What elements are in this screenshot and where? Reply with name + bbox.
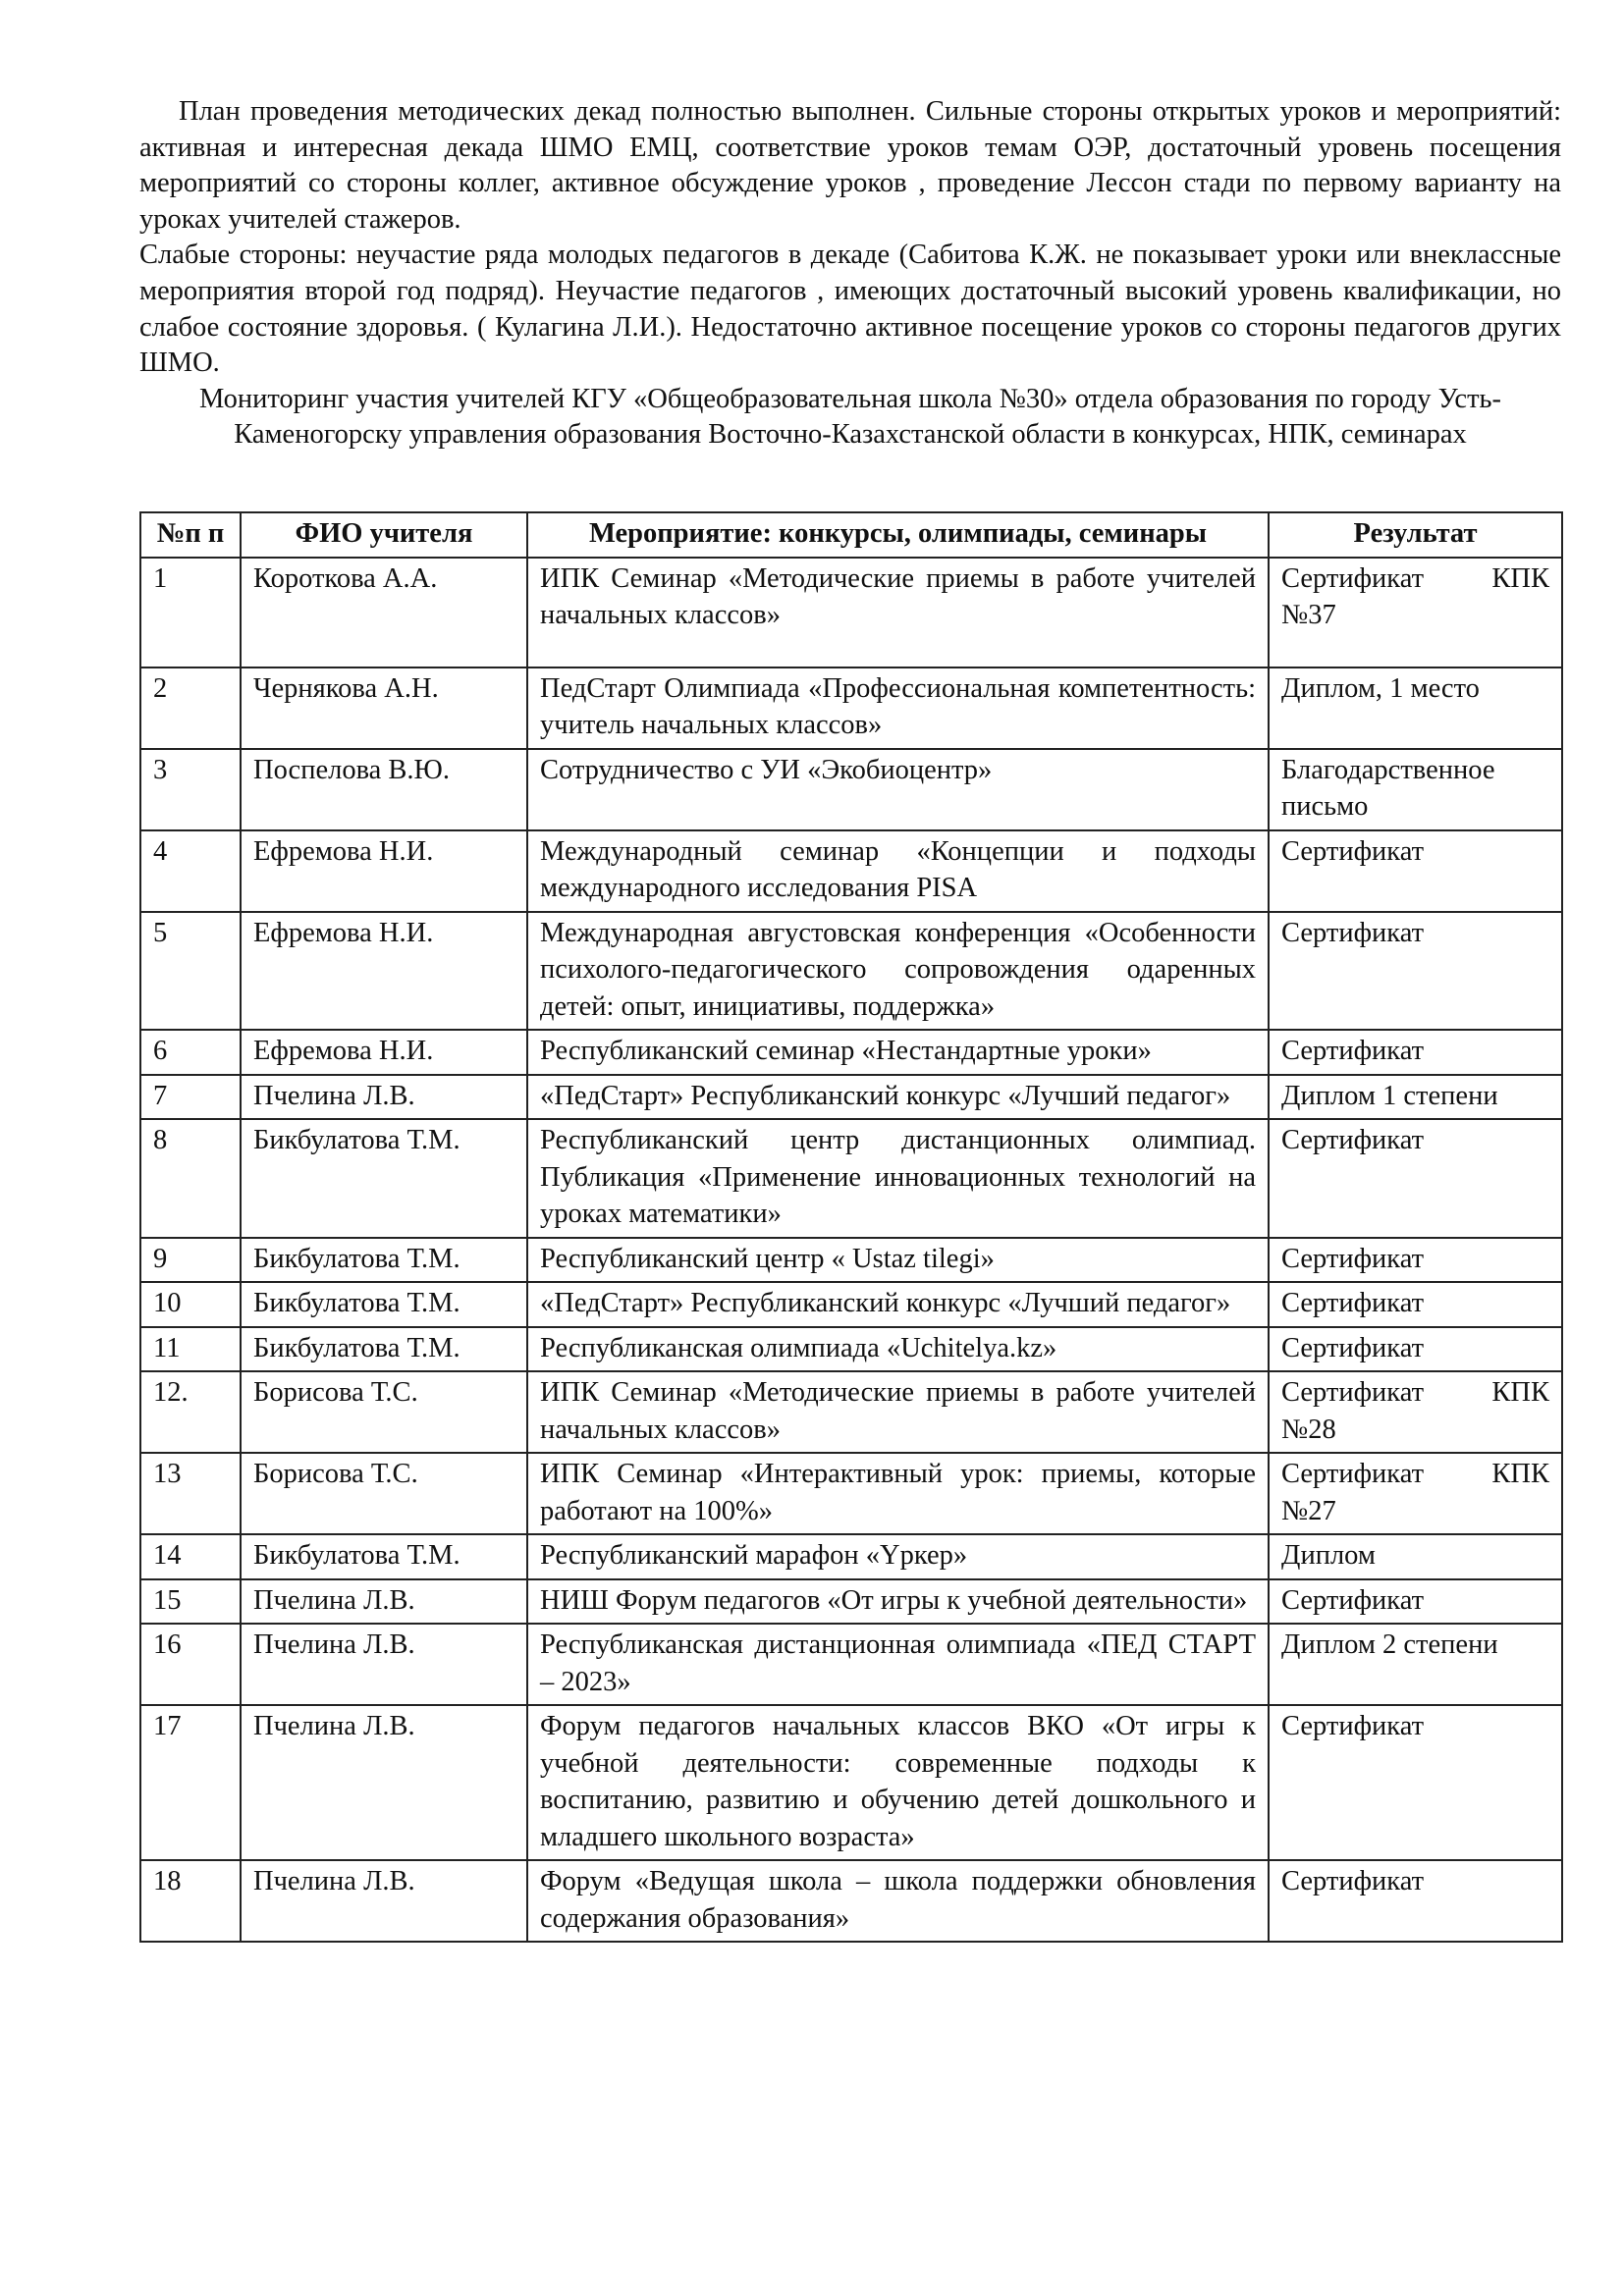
header-name: ФИО учителя [241, 512, 527, 558]
header-num: №п п [140, 512, 241, 558]
cell-result: Сертификат [1269, 830, 1562, 912]
cell-event: Республиканский марафон «Үркер» [527, 1534, 1269, 1579]
table-row [140, 1282, 1562, 1327]
cell-result: Диплом, 1 место [1269, 667, 1562, 749]
table-row [140, 1327, 1562, 1372]
cell-event: Республиканская дистанционная олимпиада «ПЕД СТАРТ – 2023» [527, 1624, 1269, 1705]
cell-teacher-name: Пчелина Л.В. [241, 1579, 527, 1625]
cell-teacher-name: Пчелина Л.В. [241, 1075, 527, 1120]
table-row [140, 558, 1562, 667]
cell-num: 13 [140, 1453, 241, 1534]
cell-teacher-name: Пчелина Л.В. [241, 1860, 527, 1942]
cell-event: Форум педагогов начальных классов ВКО «От игры к учебной деятельности: современные подходы к воспитанию, развитию и обучению детей дошкольного и младшего школьного возраста» [527, 1705, 1269, 1860]
cell-num: 6 [140, 1030, 241, 1075]
cell-teacher-name: Борисова Т.С. [241, 1453, 527, 1534]
cell-teacher-name: Борисова Т.С. [241, 1371, 527, 1453]
cell-num: 4 [140, 830, 241, 912]
cell-event: ИПК Семинар «Интерактивный урок: приемы, которые работают на 100%» [527, 1453, 1269, 1534]
table-row [140, 1371, 1562, 1453]
cell-teacher-name: Поспелова В.Ю. [241, 749, 527, 830]
cell-result: Сертификат [1269, 1327, 1562, 1372]
cell-result: Сертификат [1269, 1282, 1562, 1327]
cell-event: Международная августовская конференция «Особенности психолого-педагогического сопровождения одаренных детей: опыт, инициативы, поддержка» [527, 912, 1269, 1031]
cell-result: Сертификат [1269, 1579, 1562, 1625]
cell-event: Республиканский центр « Ustaz tilegi» [527, 1238, 1269, 1283]
cell-teacher-name: Ефремова Н.И. [241, 830, 527, 912]
cell-result: Сертификат [1269, 1030, 1562, 1075]
table-row [140, 1534, 1562, 1579]
cell-teacher-name: Чернякова А.Н. [241, 667, 527, 749]
cell-teacher-name: Бикбулатова Т.М. [241, 1238, 527, 1283]
header-result: Результат [1269, 512, 1562, 558]
cell-num: 17 [140, 1705, 241, 1860]
cell-event: Форум «Ведущая школа – школа поддержки обновления содержания образования» [527, 1860, 1269, 1942]
table-row [140, 1579, 1562, 1625]
cell-teacher-name: Бикбулатова Т.М. [241, 1119, 527, 1238]
table-row [140, 1705, 1562, 1860]
cell-teacher-name: Короткова А.А. [241, 558, 527, 667]
table-row [140, 1624, 1562, 1705]
cell-num: 2 [140, 667, 241, 749]
monitoring-table [139, 511, 1563, 1943]
cell-teacher-name: Бикбулатова Т.М. [241, 1282, 527, 1327]
cell-event: ИПК Семинар «Методические приемы в работе учителей начальных классов» [527, 1371, 1269, 1453]
cell-num: 9 [140, 1238, 241, 1283]
table-row [140, 667, 1562, 749]
cell-event: «ПедСтарт» Республиканский конкурс «Лучший педагог» [527, 1282, 1269, 1327]
cell-num: 16 [140, 1624, 241, 1705]
cell-num: 3 [140, 749, 241, 830]
cell-num: 12. [140, 1371, 241, 1453]
cell-result: Сертификат КПК №27 [1269, 1453, 1562, 1534]
cell-result: Сертификат [1269, 1119, 1562, 1238]
table-row [140, 1030, 1562, 1075]
table-title: Мониторинг участия учителей КГУ «Общеобразовательная школа №30» отдела образования по городу Усть-Каменогорску управления образования Восточно-Казахстанской области в конкурсах, НПК, семинарах [198, 383, 1502, 451]
table-row [140, 1238, 1562, 1283]
cell-teacher-name: Ефремова Н.И. [241, 912, 527, 1031]
cell-num: 14 [140, 1534, 241, 1579]
cell-result: Сертификат [1269, 912, 1562, 1031]
cell-event: Республиканский семинар «Нестандартные уроки» [527, 1030, 1269, 1075]
table-row [140, 1075, 1562, 1120]
cell-teacher-name: Бикбулатова Т.М. [241, 1534, 527, 1579]
cell-teacher-name: Пчелина Л.В. [241, 1624, 527, 1705]
cell-num: 15 [140, 1579, 241, 1625]
cell-result: Сертификат КПК №37 [1269, 558, 1562, 667]
cell-event: ПедСтарт Олимпиада «Профессиональная компетентность: учитель начальных классов» [527, 667, 1269, 749]
cell-event: Республиканская олимпиада «Uchitelya.kz» [527, 1327, 1269, 1372]
cell-result: Сертификат [1269, 1705, 1562, 1860]
table-row [140, 830, 1562, 912]
cell-teacher-name: Ефремова Н.И. [241, 1030, 527, 1075]
cell-result: Благодарственное письмо [1269, 749, 1562, 830]
cell-num: 8 [140, 1119, 241, 1238]
cell-teacher-name: Бикбулатова Т.М. [241, 1327, 527, 1372]
cell-result: Сертификат [1269, 1860, 1562, 1942]
intro-paragraph-weaknesses: Слабые стороны: неучастие ряда молодых педагогов в декаде (Сабитова К.Ж. не показывает уроки или внеклассные мероприятия второй год подряд). Неучастие педагогов , имеющих достаточный высокий уровень квалификации, но слабое состояние здоровья. ( Кулагина Л.И.). Недостаточно активное посещение уроков со стороны педагогов других ШМО. [139, 240, 1561, 379]
cell-result: Сертификат [1269, 1238, 1562, 1283]
cell-num: 1 [140, 558, 241, 667]
table-row [140, 912, 1562, 1031]
table-row [140, 1860, 1562, 1942]
cell-result: Сертификат КПК №28 [1269, 1371, 1562, 1453]
cell-event: Республиканский центр дистанционных олимпиад. Публикация «Применение инновационных технологий на уроках математики» [527, 1119, 1269, 1238]
intro-paragraph-strengths: План проведения методических декад полностью выполнен. Сильные стороны открытых уроков и мероприятий: активная и интересная декада ШМО ЕМЦ, соответствие уроков темам ОЭР, достаточный уровень посещения мероприятий со стороны коллег, активное обсуждение уроков , проведение Лессон стади по первому варианту на уроках учителей стажеров. [139, 96, 1561, 235]
cell-result: Диплом 1 степени [1269, 1075, 1562, 1120]
cell-event: ИПК Семинар «Методические приемы в работе учителей начальных классов» [527, 558, 1269, 667]
table-row [140, 749, 1562, 830]
document-page [139, 94, 1561, 454]
cell-result: Диплом [1269, 1534, 1562, 1579]
cell-teacher-name: Пчелина Л.В. [241, 1705, 527, 1860]
cell-num: 11 [140, 1327, 241, 1372]
cell-num: 18 [140, 1860, 241, 1942]
cell-num: 10 [140, 1282, 241, 1327]
table-row [140, 1453, 1562, 1534]
header-event: Мероприятие: конкурсы, олимпиады, семинары [527, 512, 1269, 558]
cell-num: 7 [140, 1075, 241, 1120]
table-header-row [140, 512, 1562, 558]
cell-result: Диплом 2 степени [1269, 1624, 1562, 1705]
cell-event: «ПедСтарт» Республиканский конкурс «Лучший педагог» [527, 1075, 1269, 1120]
cell-num: 5 [140, 912, 241, 1031]
table-row [140, 1119, 1562, 1238]
cell-event: Международный семинар «Концепции и подходы международного исследования PISA [527, 830, 1269, 912]
cell-event: Сотрудничество с УИ «Экобиоцентр» [527, 749, 1269, 830]
cell-event: НИШ Форум педагогов «От игры к учебной деятельности» [527, 1579, 1269, 1625]
